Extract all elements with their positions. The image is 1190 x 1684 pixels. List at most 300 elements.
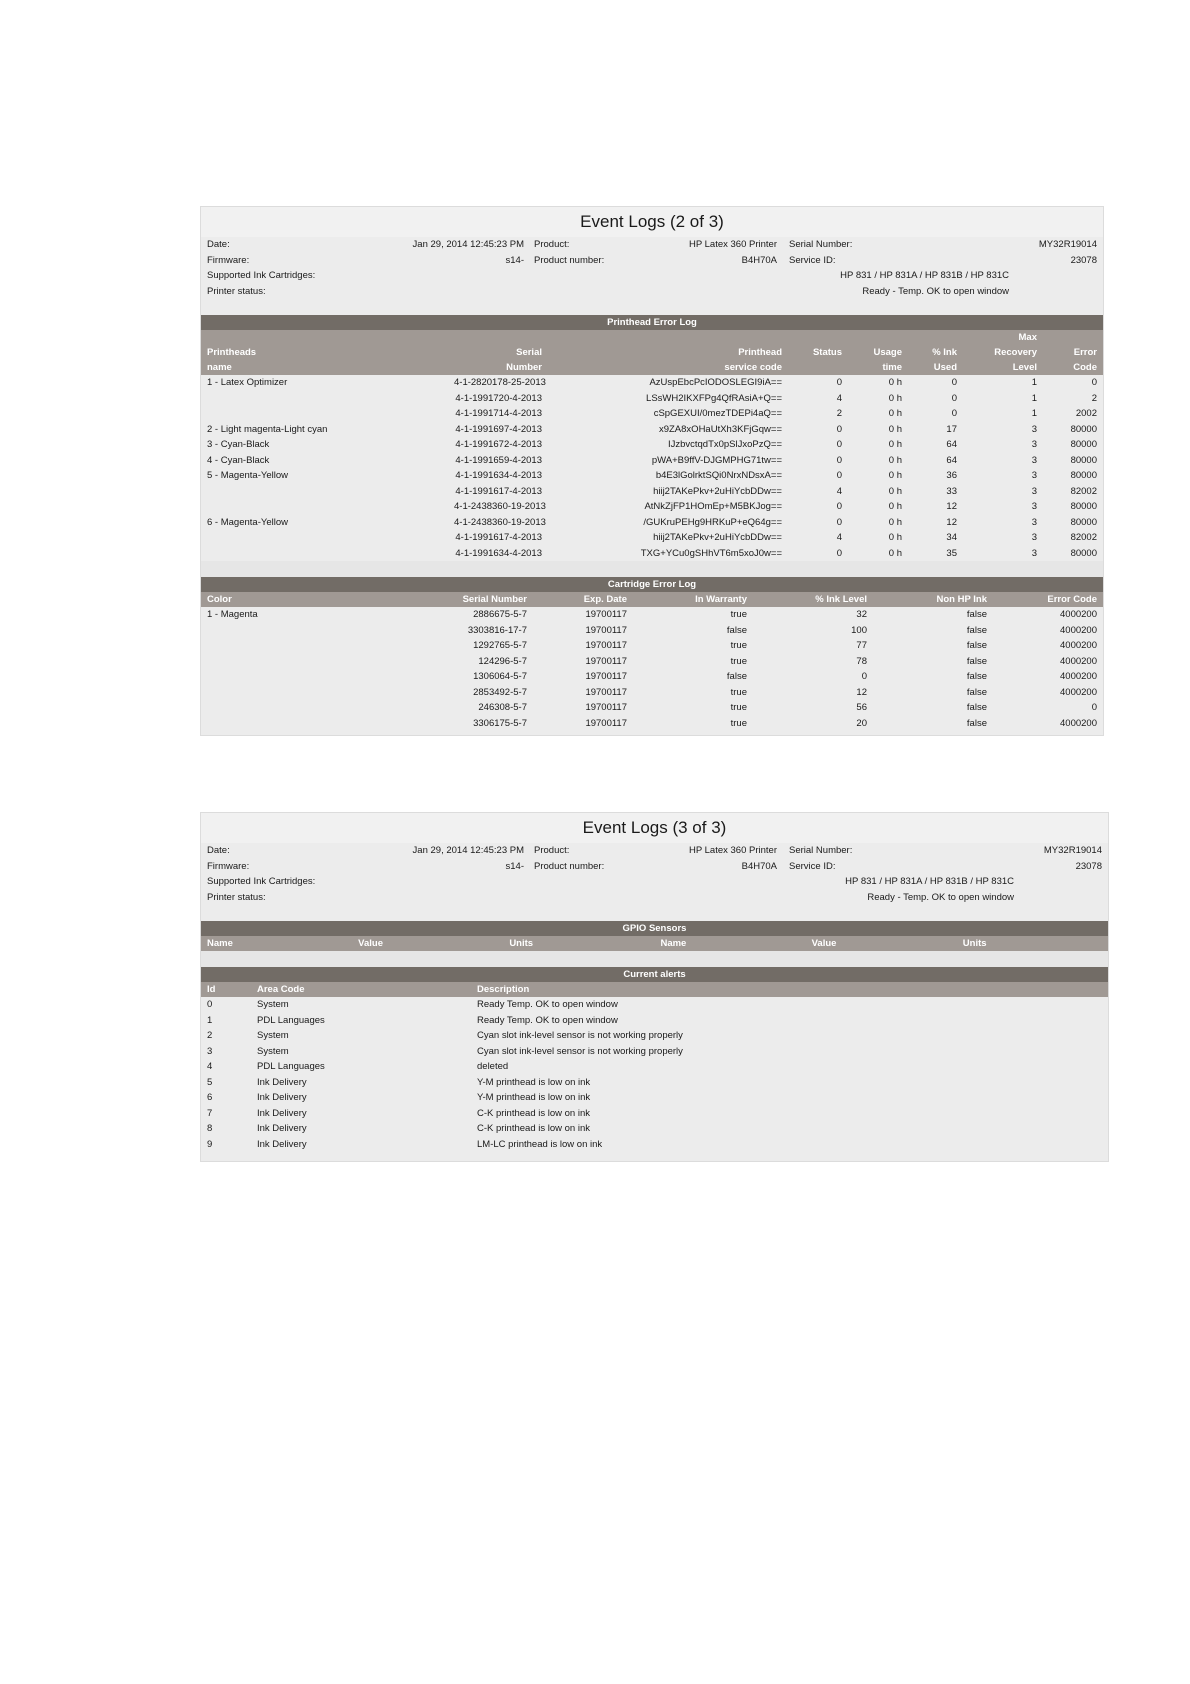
table-cell — [201, 700, 433, 716]
column-header — [1043, 330, 1103, 345]
gpio-sensors-title: GPIO Sensors — [201, 921, 1108, 936]
table-cell: 4-1-1991634-4-2013 — [455, 547, 542, 559]
column-header: Name — [654, 936, 805, 951]
table-cell: 19700117 — [585, 686, 627, 698]
column-header: Code — [1043, 360, 1103, 375]
table-cell: 0 h — [888, 470, 902, 481]
column-header: Id — [201, 982, 251, 997]
column-header: Value — [806, 936, 957, 951]
table-cell: 3 — [1031, 439, 1037, 450]
table-cell: 3 - Cyan-Black — [207, 439, 270, 450]
table-row — [201, 607, 1103, 623]
table-cell: 0 — [836, 547, 842, 559]
column-header: Value — [352, 936, 503, 951]
table-row — [201, 685, 1103, 701]
printer-status-label: Printer status: — [207, 891, 266, 903]
table-cell: 0 h — [888, 454, 902, 466]
table-cell: 0 — [951, 377, 957, 388]
table-row — [201, 422, 1103, 438]
table-cell: 19700117 — [585, 609, 627, 620]
service-id-label: Service ID: — [789, 254, 836, 266]
table-cell: System — [257, 999, 289, 1010]
service-id-value: 23078 — [1075, 860, 1102, 872]
event-log-page-2 — [200, 206, 1104, 736]
column-header: Status — [788, 345, 848, 360]
table-cell: 3 — [1031, 485, 1037, 497]
table-cell: pWA+B9ffV-DJGMPHG71tw== — [651, 454, 782, 466]
header-row — [201, 330, 1103, 345]
table-row — [201, 1059, 1108, 1075]
table-cell: hiij2TAKePkv+2uHiYcbDDw== — [653, 485, 782, 497]
table-cell: 5 — [207, 1076, 213, 1088]
table-cell: true — [730, 717, 747, 729]
product-label: Product: — [534, 845, 570, 856]
table-cell: 0 — [836, 454, 842, 466]
table-cell — [201, 499, 448, 515]
date-value: Jan 29, 2014 12:45:23 PM — [412, 239, 524, 250]
table-cell: 3306175-5-7 — [473, 717, 527, 729]
table-cell: 19700117 — [585, 717, 627, 729]
table-cell: 80000 — [1070, 547, 1097, 559]
product-label: Product: — [534, 239, 570, 250]
table-cell: false — [966, 624, 987, 636]
table-cell: false — [966, 609, 987, 620]
table-row — [201, 1090, 1108, 1106]
table-cell: 0 h — [888, 485, 902, 497]
table-cell: 4 — [836, 485, 842, 497]
column-header: Name — [201, 936, 352, 951]
table-cell: Cyan slot ink-level sensor is not working properly — [477, 1045, 683, 1057]
table-cell: hiij2TAKePkv+2uHiYcbDDw== — [653, 532, 782, 543]
table-cell: 80000 — [1070, 470, 1097, 481]
cartridges-value: HP 831 / HP 831A / HP 831B / HP 831C — [840, 270, 1009, 281]
table-cell: 19700117 — [585, 624, 627, 636]
table-cell: false — [726, 624, 747, 636]
cartridges-label: Supported Ink Cartridges: — [207, 876, 316, 887]
cartridges-value: HP 831 / HP 831A / HP 831B / HP 831C — [845, 876, 1014, 887]
table-cell: 4-1-1991617-4-2013 — [455, 532, 542, 543]
table-cell: 19700117 — [585, 671, 627, 682]
table-row — [201, 468, 1103, 484]
table-cell: false — [966, 671, 987, 682]
column-header: % Ink — [908, 345, 963, 360]
table-cell: 0 h — [888, 501, 902, 512]
table-cell: 36 — [946, 470, 957, 481]
table-cell: 4000200 — [1060, 624, 1097, 636]
table-cell: 4 — [207, 1061, 213, 1072]
table-cell: 17 — [946, 423, 957, 435]
table-cell: 0 h — [888, 423, 902, 435]
table-row — [201, 530, 1103, 546]
product-value: HP Latex 360 Printer — [688, 845, 777, 856]
column-header: Printheads — [201, 345, 448, 360]
table-cell: Ink Delivery — [257, 1076, 307, 1088]
table-cell — [201, 669, 433, 685]
table-cell: Ink Delivery — [257, 1123, 307, 1134]
table-cell: 20 — [856, 717, 867, 729]
table-cell — [201, 654, 433, 670]
date-label: Date: — [207, 845, 230, 856]
table-cell: true — [730, 686, 747, 698]
table-cell: 3 — [1031, 547, 1037, 559]
table-cell: 2 — [207, 1030, 213, 1041]
table-cell: true — [730, 655, 747, 667]
table-cell: deleted — [477, 1061, 509, 1072]
table-cell: 4 - Cyan-Black — [207, 454, 270, 466]
cartridges-label: Supported Ink Cartridges: — [207, 270, 316, 281]
printer-status-value: Ready - Temp. OK to open window — [867, 891, 1014, 903]
table-cell: 7 — [207, 1107, 213, 1119]
table-cell: 124296-5-7 — [478, 655, 527, 667]
column-header — [788, 360, 848, 375]
column-header: Used — [908, 360, 963, 375]
product-value: HP Latex 360 Printer — [688, 239, 777, 250]
printer-status-label: Printer status: — [207, 285, 266, 297]
table-cell: 4-1-1991720-4-2013 — [455, 392, 542, 404]
table-cell: 1292765-5-7 — [473, 640, 527, 651]
table-cell: 3 — [1031, 423, 1037, 435]
table-cell — [201, 484, 448, 500]
table-row — [201, 515, 1103, 531]
column-header: Recovery — [963, 345, 1043, 360]
table-cell: 1 - Magenta — [207, 609, 258, 620]
header-row — [201, 360, 1103, 375]
firmware-value: s14- — [505, 860, 524, 872]
table-cell: 100 — [851, 624, 867, 636]
table-cell: 19700117 — [585, 655, 627, 667]
header-row — [201, 936, 1108, 951]
table-cell: false — [966, 686, 987, 698]
table-cell: 0 — [836, 377, 842, 388]
table-cell: true — [730, 640, 747, 651]
table-cell: 0 — [836, 439, 842, 450]
table-cell — [201, 685, 433, 701]
table-cell: true — [730, 702, 747, 713]
table-row — [201, 499, 1103, 515]
column-header — [908, 330, 963, 345]
table-cell: PDL Languages — [257, 1061, 325, 1072]
table-cell: 3 — [1031, 470, 1037, 481]
table-cell: 80000 — [1070, 454, 1097, 466]
printer-info — [201, 843, 1108, 905]
table-row — [201, 453, 1103, 469]
table-row — [201, 997, 1108, 1013]
product-number-value: B4H70A — [741, 860, 777, 872]
table-row — [201, 437, 1103, 453]
table-cell: 4-1-1991634-4-2013 — [455, 470, 542, 481]
table-cell: Y-M printhead is low on ink — [477, 1092, 591, 1103]
table-cell: Cyan slot ink-level sensor is not working properly — [477, 1030, 683, 1041]
service-id-label: Service ID: — [789, 860, 836, 872]
table-row — [201, 391, 1103, 407]
table-row — [201, 638, 1103, 654]
column-header: Error Code — [993, 592, 1103, 607]
column-header: Number — [448, 360, 548, 375]
table-cell: Y-M printhead is low on ink — [477, 1076, 591, 1088]
table-cell — [201, 623, 433, 639]
table-row — [201, 1137, 1108, 1153]
table-row — [201, 1075, 1108, 1091]
table-cell — [201, 530, 448, 546]
column-header: service code — [548, 360, 788, 375]
service-id-value: 23078 — [1070, 254, 1097, 266]
table-cell: 1 — [207, 1014, 213, 1026]
table-cell: 8 — [207, 1123, 213, 1134]
serial-value: MY32R19014 — [1038, 239, 1097, 250]
table-cell: System — [257, 1045, 289, 1057]
table-cell: /GUKruPEHg9HRKuP+eQ64g== — [643, 516, 782, 528]
column-header: Area Code — [251, 982, 471, 997]
column-header: Level — [963, 360, 1043, 375]
column-header: Serial — [448, 345, 548, 360]
table-cell: LM-LC printhead is low on ink — [477, 1138, 603, 1150]
column-header: % Ink Level — [753, 592, 873, 607]
table-cell: 3 — [1031, 501, 1037, 512]
table-cell: 3 — [1031, 454, 1037, 466]
table-cell: 0 — [207, 999, 213, 1010]
table-cell: 1 - Latex Optimizer — [207, 377, 288, 388]
cartridge-error-table — [201, 592, 1103, 731]
table-cell: Ready Temp. OK to open window — [477, 1014, 618, 1026]
table-row — [201, 1106, 1108, 1122]
printhead-log-title: Printhead Error Log — [201, 315, 1103, 330]
table-row — [201, 669, 1103, 685]
table-cell: 6 — [207, 1092, 213, 1103]
event-log-page-3 — [200, 812, 1109, 1162]
date-value: Jan 29, 2014 12:45:23 PM — [412, 845, 524, 856]
table-cell: 78 — [856, 655, 867, 667]
table-cell: 19700117 — [585, 640, 627, 651]
table-row — [201, 700, 1103, 716]
column-header: Error — [1043, 345, 1103, 360]
table-cell: 4000200 — [1060, 655, 1097, 667]
date-label: Date: — [207, 239, 230, 250]
column-header: Color — [201, 592, 433, 607]
table-cell: TXG+YCu0gSHhVT6m5xoJ0w== — [640, 547, 782, 559]
serial-label: Serial Number: — [789, 845, 853, 856]
table-cell: 12 — [946, 501, 957, 512]
table-row — [201, 546, 1103, 562]
product-number-value: B4H70A — [741, 254, 777, 266]
printer-status-value: Ready - Temp. OK to open window — [862, 285, 1009, 297]
table-cell: 3303816-17-7 — [467, 624, 527, 636]
table-cell: 12 — [856, 686, 867, 698]
table-cell: false — [966, 640, 987, 651]
table-cell: b4E3lGolrktSQi0NrxNDsxA== — [655, 470, 782, 481]
column-header: Max — [963, 330, 1043, 345]
table-cell: 35 — [946, 547, 957, 559]
table-cell: 0 h — [888, 377, 902, 388]
table-cell: 2886675-5-7 — [473, 609, 527, 620]
table-cell: 12 — [946, 516, 957, 528]
table-cell: 0 h — [888, 392, 902, 404]
table-cell: 34 — [946, 532, 957, 543]
table-row — [201, 1121, 1108, 1137]
table-cell: 80000 — [1070, 501, 1097, 512]
table-cell: x9ZA8xOHaUtXh3KFjGqw== — [658, 423, 782, 435]
table-cell: 77 — [856, 640, 867, 651]
table-cell: 246308-5-7 — [478, 702, 527, 713]
table-cell: false — [966, 702, 987, 713]
table-cell: true — [730, 609, 747, 620]
column-header — [848, 330, 908, 345]
table-cell: 64 — [946, 439, 957, 450]
table-cell: 4-1-1991697-4-2013 — [455, 423, 542, 435]
gpio-sensors-table — [201, 936, 1108, 951]
table-cell: 3 — [207, 1045, 213, 1057]
table-cell: 1 — [1031, 408, 1037, 419]
table-cell: 0 — [836, 501, 842, 512]
column-header: Units — [503, 936, 654, 951]
table-cell — [201, 406, 448, 422]
product-number-label: Product number: — [534, 254, 605, 266]
table-cell: 4-1-1991714-4-2013 — [455, 408, 542, 419]
table-cell: 2002 — [1075, 408, 1097, 419]
column-header: Non HP Ink — [873, 592, 993, 607]
header-row — [201, 982, 1108, 997]
page-title: Event Logs (2 of 3) — [201, 207, 1103, 237]
serial-value: MY32R19014 — [1043, 845, 1102, 856]
table-row — [201, 716, 1103, 732]
table-cell: Ready Temp. OK to open window — [477, 999, 618, 1010]
column-header — [548, 330, 788, 345]
column-header — [448, 330, 548, 345]
table-cell: AzUspEbcPcIODOSLEGI9iA== — [649, 377, 782, 388]
table-cell: 4-1-2820178-25-2013 — [454, 377, 546, 388]
table-cell: 0 — [951, 408, 957, 419]
table-row — [201, 406, 1103, 422]
table-row — [201, 1028, 1108, 1044]
table-cell: 0 — [1091, 377, 1097, 388]
table-cell: false — [726, 671, 747, 682]
table-cell: 4000200 — [1060, 640, 1097, 651]
table-row — [201, 654, 1103, 670]
table-cell: C-K printhead is low on ink — [477, 1107, 590, 1119]
table-cell: 2 — [836, 408, 842, 419]
column-header: Usage — [848, 345, 908, 360]
firmware-label: Firmware: — [207, 254, 250, 266]
column-header: Serial Number — [433, 592, 533, 607]
column-header — [201, 330, 448, 345]
table-cell: false — [966, 717, 987, 729]
table-cell: 5 - Magenta-Yellow — [207, 470, 288, 481]
table-cell: 19700117 — [585, 702, 627, 713]
table-cell: Ink Delivery — [257, 1138, 307, 1150]
table-cell: 3 — [1031, 516, 1037, 528]
table-row — [201, 375, 1103, 391]
table-cell: 1 — [1031, 392, 1037, 404]
printer-info — [201, 237, 1103, 299]
table-cell: 56 — [856, 702, 867, 713]
table-cell: 4-1-1991659-4-2013 — [455, 454, 542, 466]
column-header: Printhead — [548, 345, 788, 360]
column-header: Exp. Date — [533, 592, 633, 607]
column-header: Description — [471, 982, 1108, 997]
table-cell: 2 — [1091, 392, 1097, 404]
table-cell: Ink Delivery — [257, 1107, 307, 1119]
column-header — [788, 330, 848, 345]
firmware-value: s14- — [505, 254, 524, 266]
table-cell — [201, 391, 448, 407]
table-cell: 4-1-1991617-4-2013 — [455, 485, 542, 497]
table-cell: 64 — [946, 454, 957, 466]
column-header: In Warranty — [633, 592, 753, 607]
table-cell: 80000 — [1070, 423, 1097, 435]
table-cell: 6 - Magenta-Yellow — [207, 516, 288, 528]
table-cell: 0 — [951, 392, 957, 404]
table-cell: 9 — [207, 1138, 213, 1150]
table-cell: 4-1-2438360-19-2013 — [454, 516, 546, 528]
table-cell: 80000 — [1070, 516, 1097, 528]
table-cell: 0 h — [888, 547, 902, 559]
table-cell: 0 h — [888, 532, 902, 543]
table-cell — [201, 546, 448, 562]
table-cell: 0 — [836, 516, 842, 528]
table-cell: Ink Delivery — [257, 1092, 307, 1103]
table-cell: false — [966, 655, 987, 667]
current-alerts-table — [201, 982, 1108, 1152]
table-cell: 0 — [1091, 702, 1097, 713]
table-cell: 2 - Light magenta-Light cyan — [207, 423, 328, 435]
table-cell: 0 — [861, 671, 867, 682]
product-number-label: Product number: — [534, 860, 605, 872]
column-header: name — [201, 360, 448, 375]
table-cell: 0 h — [888, 439, 902, 450]
column-header: Units — [957, 936, 1108, 951]
current-alerts-title: Current alerts — [201, 967, 1108, 982]
header-row — [201, 592, 1103, 607]
table-cell: 80000 — [1070, 439, 1097, 450]
table-cell: 1306064-5-7 — [473, 671, 527, 682]
table-cell: 4-1-2438360-19-2013 — [454, 501, 546, 512]
table-cell: 2853492-5-7 — [473, 686, 527, 698]
table-cell: AtNkZjFP1HOmEp+M5BKJog== — [644, 501, 782, 512]
table-row — [201, 1013, 1108, 1029]
table-cell: 82002 — [1070, 485, 1097, 497]
table-cell: 32 — [856, 609, 867, 620]
table-cell: C-K printhead is low on ink — [477, 1123, 590, 1134]
table-cell: LSsWH2IKXFPg4QfRAsiA+Q== — [646, 392, 782, 404]
serial-label: Serial Number: — [789, 239, 853, 250]
table-cell: 33 — [946, 485, 957, 497]
table-cell: 0 h — [888, 408, 902, 419]
table-cell: 1 — [1031, 377, 1037, 388]
table-cell: 0 h — [888, 516, 902, 528]
table-cell: PDL Languages — [257, 1014, 325, 1026]
table-row — [201, 1044, 1108, 1060]
table-cell: 4-1-1991672-4-2013 — [455, 439, 542, 450]
table-cell — [201, 638, 433, 654]
table-cell: 82002 — [1070, 532, 1097, 543]
table-cell: cSpGEXUI/0mezTDEPi4aQ== — [653, 408, 782, 419]
table-cell: 4 — [836, 392, 842, 404]
page-title: Event Logs (3 of 3) — [201, 813, 1108, 843]
table-cell — [201, 716, 433, 732]
cartridge-log-title: Cartridge Error Log — [201, 577, 1103, 592]
table-row — [201, 623, 1103, 639]
table-cell: IJzbvctqdTx0pSlJxoPzQ== — [667, 439, 782, 450]
table-cell: 4000200 — [1060, 686, 1097, 698]
table-cell: 3 — [1031, 532, 1037, 543]
firmware-label: Firmware: — [207, 860, 250, 872]
printhead-error-table — [201, 330, 1103, 561]
table-cell: 0 — [836, 423, 842, 435]
table-row — [201, 484, 1103, 500]
header-row — [201, 345, 1103, 360]
table-cell: 4000200 — [1060, 717, 1097, 729]
column-header: time — [848, 360, 908, 375]
table-cell: 4 — [836, 532, 842, 543]
